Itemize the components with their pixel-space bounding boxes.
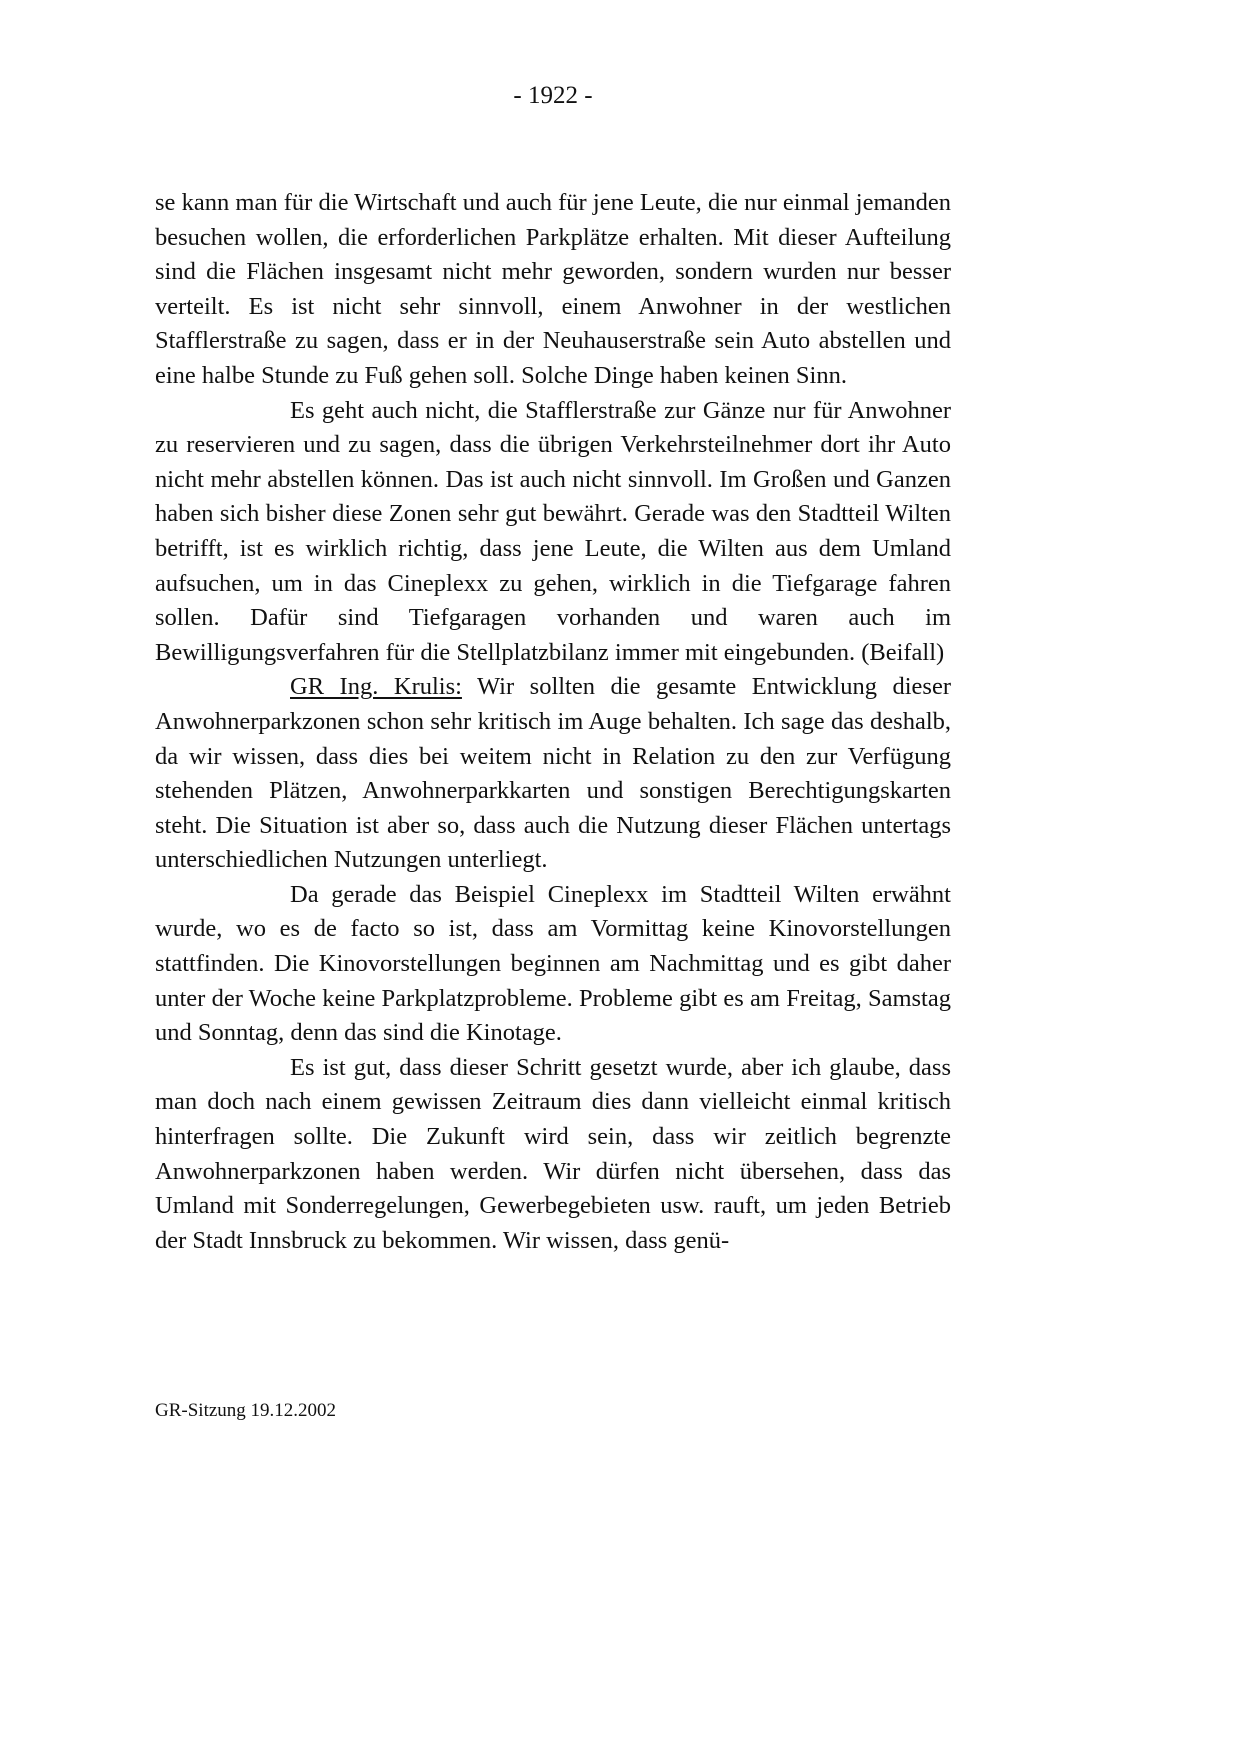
paragraph: Es geht auch nicht, die Stafflerstraße zur Gänze nur für Anwohner zu reservieren und zu sagen, dass die übrigen Verkehrsteilnehmer dort ihr Auto nicht mehr abstellen können. Das ist auch nicht sinnvoll. Im Großen und Ganzen haben sich bisher diese Zonen sehr gut bewährt. Gerade was den Stadtteil Wilten betrifft, ist es wirklich richtig, dass jene Leute, die Wilten aus dem Umland aufsuchen, um in das Cineplexx zu gehen, wirklich in die Tiefgarage fahren sollen. Dafür sind Tiefgaragen vorhanden und waren auch im Bewilligungsverfahren für die Stellplatzbilanz immer mit eingebunden. (Beifall) <box>155 396 951 666</box>
paragraph: Es ist gut, dass dieser Schritt gesetzt wurde, aber ich glaube, dass man doch nach einem gewissen Zeitraum dies dann vielleicht einmal kritisch hinterfragen sollte. Die Zukunft wird sein, dass wir zeitlich begrenzte Anwohnerparkzonen haben werden. Wir dürfen nicht übersehen, dass das Umland mit Sonderregelungen, Gewerbegebieten usw. rauft, um jeden Betrieb der Stadt Innsbruck zu bekommen. Wir wissen, dass genü- <box>155 1053 951 1254</box>
paragraph-text: Wir sollten die gesamte Entwicklung dieser Anwohnerparkzonen schon sehr kritisch im Auge behalten. Ich sage das deshalb, da wir wissen, dass dies bei weitem nicht in Relation zu den zur Verfügung stehenden Plätzen, Anwohnerparkkarten und sonstigen Berechtigungskarten steht. Die Situation ist aber so, dass auch die Nutzung dieser Flächen untertags unterschiedlichen Nutzungen unterliegt. <box>155 673 952 874</box>
paragraph: se kann man für die Wirtschaft und auch für jene Leute, die nur einmal jemanden besuchen wollen, die erforderlichen Parkplätze erhalten. Mit dieser Aufteilung sind die Flächen insgesamt nicht mehr geworden, sondern wurden nur besser verteilt. Es ist nicht sehr sinnvoll, einem Anwohner in der westlichen Stafflerstraße zu sagen, dass er in der Neuhauserstraße sein Auto abstellen und eine halbe Stunde zu Fuß gehen soll. Solche Dinge haben keinen Sinn. <box>155 189 951 389</box>
paragraph: Da gerade das Beispiel Cineplexx im Stadtteil Wilten erwähnt wurde, wo es de facto so ist, dass am Vormittag keine Kinovorstellungen stattfinden. Die Kinovorstellungen beginnen am Nachmittag und es gibt daher unter der Woche keine Parkplatzprobleme. Probleme gibt es am Freitag, Samstag und Sonntag, denn das sind die Kinotage. <box>155 880 951 1047</box>
speaker-name: GR Ing. Krulis: <box>290 673 462 701</box>
document-body <box>155 186 951 1258</box>
paragraph-speaker-krulis <box>155 670 951 878</box>
page-number: - 1922 - <box>513 82 593 109</box>
footer-session-label: GR-Sitzung 19.12.2002 <box>155 1400 337 1421</box>
